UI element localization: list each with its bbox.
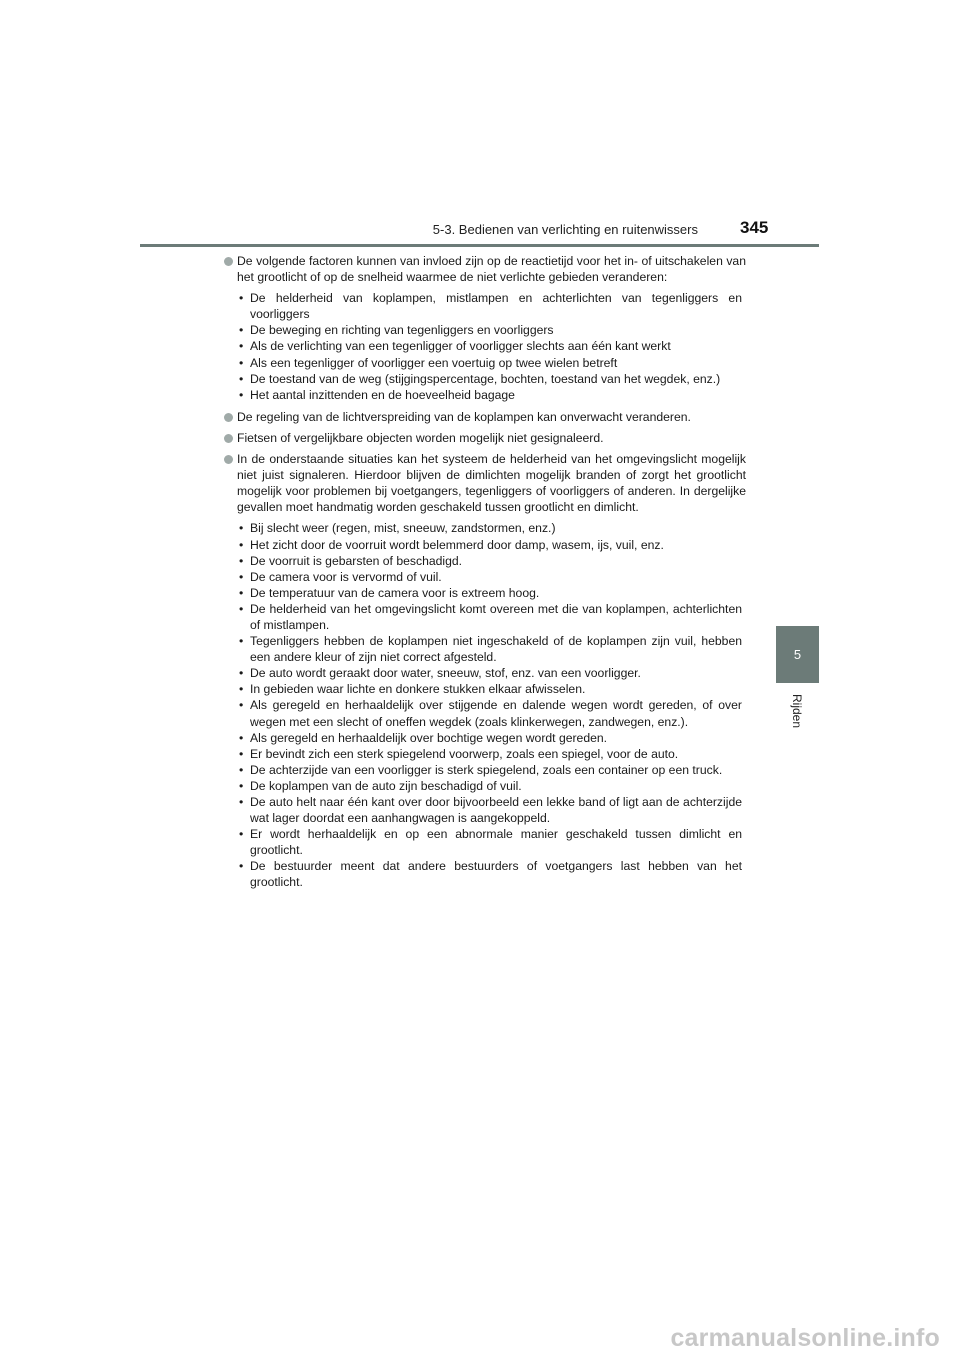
bullet-dot-icon: • bbox=[239, 682, 244, 697]
page-number: 345 bbox=[740, 218, 769, 237]
sub-item-text: De helderheid van het omgevingslicht komt overeen met die van koplampen, achterlichten of mistlampen. bbox=[250, 601, 742, 632]
header-divider bbox=[140, 244, 819, 247]
sub-list-item bbox=[224, 371, 746, 387]
point-text: De regeling van de lichtverspreiding van de koplampen kan onverwacht veranderen. bbox=[237, 409, 691, 424]
list-item bbox=[224, 409, 746, 425]
list-item bbox=[224, 451, 746, 515]
bullet-dot-icon: • bbox=[239, 730, 244, 745]
sub-item-text: De helderheid van koplampen, mistlampen en achterlichten van tegenliggers en voorliggers bbox=[250, 291, 742, 322]
sub-item-text: De toestand van de weg (stijgingspercentage, bochten, toestand van het wegdek, enz.) bbox=[250, 371, 721, 386]
bullet-circle-icon bbox=[224, 413, 233, 422]
bullet-dot-icon: • bbox=[239, 746, 244, 761]
sub-list bbox=[224, 290, 746, 403]
sub-item-text: Als een tegenligger of voorligger een voertuig op twee wielen betreft bbox=[250, 355, 618, 370]
point-text: De volgende factoren kunnen van invloed zijn op de reactietijd voor het in- of uitschakelen van het grootlicht of op de snelheid waarmee de niet verlichte gebieden veranderen: bbox=[237, 254, 746, 285]
sub-item-text: De auto wordt geraakt door water, sneeuw, stof, enz. van een voorligger. bbox=[250, 666, 641, 681]
sub-item-text: Het zicht door de voorruit wordt belemmerd door damp, wasem, ijs, vuil, enz. bbox=[250, 537, 664, 552]
bullet-dot-icon: • bbox=[239, 553, 244, 568]
sub-list-item bbox=[224, 338, 746, 354]
sub-item-text: De koplampen van de auto zijn beschadigd of vuil. bbox=[250, 778, 522, 793]
chapter-number: 5 bbox=[793, 647, 802, 662]
sub-list-item bbox=[224, 601, 746, 633]
sub-list-item bbox=[224, 762, 746, 778]
page-content bbox=[224, 253, 746, 897]
list-item bbox=[224, 253, 746, 285]
sub-item-text: Bij slecht weer (regen, mist, sneeuw, zandstormen, enz.) bbox=[250, 521, 556, 536]
sub-list-item bbox=[224, 681, 746, 697]
sub-list-item bbox=[224, 730, 746, 746]
bullet-dot-icon: • bbox=[239, 601, 244, 616]
sub-item-text: De auto helt naar één kant over door bijvoorbeeld een lekke band of ligt aan de achterzijde wat lager doordat een aanhangwagen is aangekoppeld. bbox=[250, 795, 742, 826]
bullet-dot-icon: • bbox=[239, 795, 244, 809]
bullet-dot-icon: • bbox=[239, 859, 244, 874]
sub-list bbox=[224, 520, 746, 890]
sub-list-item bbox=[224, 569, 746, 585]
bullet-dot-icon: • bbox=[239, 355, 244, 370]
sub-list-item bbox=[224, 746, 746, 762]
sub-list-item bbox=[224, 387, 746, 403]
sub-list-item bbox=[224, 553, 746, 569]
bullet-circle-icon bbox=[224, 455, 233, 464]
sub-item-text: De voorruit is gebarsten of beschadigd. bbox=[250, 553, 463, 568]
sub-item-text: De bestuurder meent dat andere bestuurders of voetgangers last hebben van het grootlicht. bbox=[250, 859, 742, 890]
point-text: In de onderstaande situaties kan het systeem de helderheid van het omgevingslicht mogelijk niet juist signaleren. Hierdoor blijven de dimlichten mogelijk branden of zorgt het grootlicht mogelijk voor problemen bij voetgangers, tegenliggers of voorliggers of anderen. In dergelijke gevallen moet handmatig worden geschakeld tussen grootlicht en dimlicht. bbox=[237, 452, 746, 515]
bullet-dot-icon: • bbox=[239, 521, 244, 536]
bullet-dot-icon: • bbox=[239, 371, 244, 386]
bullet-dot-icon: • bbox=[239, 762, 244, 777]
chapter-label-text: Rijden bbox=[790, 693, 804, 729]
bullet-dot-icon: • bbox=[239, 537, 244, 552]
watermark: carmanualsonline.info bbox=[670, 1324, 940, 1352]
sub-list-item bbox=[224, 585, 746, 601]
bullet-dot-icon: • bbox=[239, 666, 244, 681]
sub-list-item bbox=[224, 290, 746, 322]
bullet-dot-icon: • bbox=[239, 323, 244, 338]
sub-item-text: Er bevindt zich een sterk spiegelend voorwerp, zoals een spiegel, voor de auto. bbox=[250, 746, 679, 761]
bullet-dot-icon: • bbox=[239, 339, 244, 354]
sub-list-item bbox=[224, 826, 746, 858]
bullet-dot-icon: • bbox=[239, 585, 244, 600]
sub-list-item bbox=[224, 520, 746, 536]
chapter-tab bbox=[776, 626, 819, 683]
sub-list-item bbox=[224, 537, 746, 553]
bullet-dot-icon: • bbox=[239, 387, 244, 402]
list-item bbox=[224, 430, 746, 446]
bullet-dot-icon: • bbox=[239, 778, 244, 793]
sub-item-text: Als geregeld en herhaaldelijk over stijgende en dalende wegen wordt gereden, of over wegen met een slecht of oneffen wegdek (zoals klinkerwegen, zandwegen, enz.). bbox=[250, 698, 742, 729]
sub-item-text: In gebieden waar lichte en donkere stukken elkaar afwisselen. bbox=[250, 682, 586, 697]
bullet-circle-icon bbox=[224, 257, 233, 266]
sub-list-item bbox=[224, 355, 746, 371]
sub-item-text: De camera voor is vervormd of vuil. bbox=[250, 569, 442, 584]
section-title: 5-3. Bedienen van verlichting en ruitenwissers bbox=[432, 222, 698, 237]
sub-list-item bbox=[224, 322, 746, 338]
point-text: Fietsen of vergelijkbare objecten worden mogelijk niet gesignaleerd. bbox=[237, 430, 604, 445]
bullet-dot-icon: • bbox=[239, 291, 244, 306]
sub-item-text: Als de verlichting van een tegenligger of voorligger slechts aan één kant werkt bbox=[250, 339, 671, 354]
sub-item-text: Tegenliggers hebben de koplampen niet ingeschakeld of de koplampen zijn vuil, hebben een andere kleur of zijn niet correct afgesteld. bbox=[250, 634, 742, 665]
sub-item-text: De temperatuur van de camera voor is extreem hoog. bbox=[250, 585, 540, 600]
sub-item-text: De achterzijde van een voorligger is sterk spiegelend, zoals een container op een truck. bbox=[250, 762, 723, 777]
sub-item-text: Het aantal inzittenden en de hoeveelheid bagage bbox=[250, 387, 515, 402]
sub-item-text: Er wordt herhaaldelijk en op een abnormale manier geschakeld tussen dimlicht en grootlicht. bbox=[250, 827, 742, 858]
bullet-circle-icon bbox=[224, 434, 233, 443]
sub-list-item bbox=[224, 858, 746, 890]
sub-list-item bbox=[224, 778, 746, 794]
bullet-dot-icon: • bbox=[239, 569, 244, 584]
footer bbox=[0, 1318, 960, 1358]
sub-item-text: De beweging en richting van tegenliggers en voorliggers bbox=[250, 323, 554, 338]
bullet-dot-icon: • bbox=[239, 634, 244, 649]
sub-list-item bbox=[224, 665, 746, 681]
bullet-dot-icon: • bbox=[239, 698, 244, 713]
chapter-label bbox=[783, 690, 811, 732]
sub-item-text: Als geregeld en herhaaldelijk over bochtige wegen wordt gereden. bbox=[250, 730, 608, 745]
sub-list-item bbox=[224, 633, 746, 665]
bullet-dot-icon: • bbox=[239, 827, 244, 842]
sub-list-item bbox=[224, 697, 746, 729]
sub-list-item bbox=[224, 794, 746, 826]
